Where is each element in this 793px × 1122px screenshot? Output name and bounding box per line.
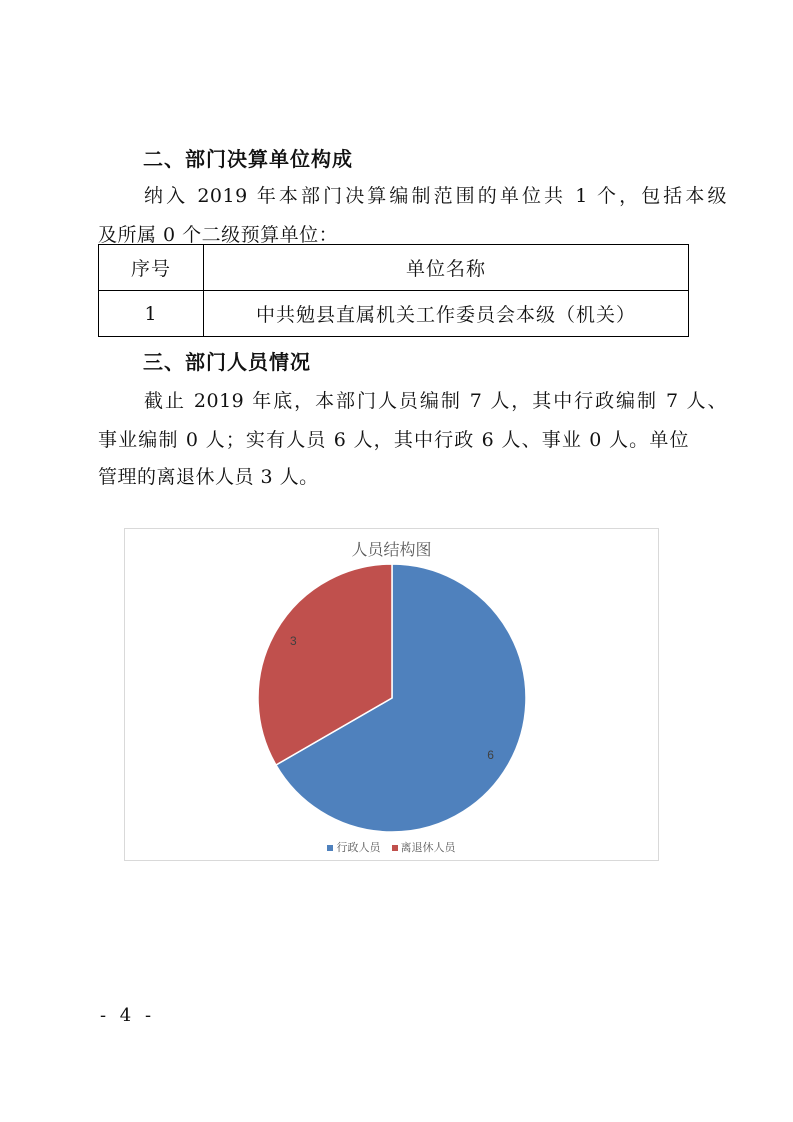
section3-paragraph-line2: 事业编制 0 人；实有人员 6 人，其中行政 6 人、事业 0 人。单位 <box>98 429 689 451</box>
data-label-admin: 6 <box>487 747 494 762</box>
legend-item-retired <box>392 839 456 855</box>
section3-paragraph-line1: 截止 2019 年底，本部门人员编制 7 人，其中行政编制 7 人、 <box>144 390 727 412</box>
chart-title: 人员结构图 <box>351 542 432 559</box>
legend-swatch-admin <box>327 845 333 851</box>
column-header-unit-name: 单位名称 <box>204 245 689 291</box>
section2-paragraph-line2: 及所属 0 个二级预算单位： <box>98 224 339 246</box>
cell-index: 1 <box>99 291 204 337</box>
pie-chart-canvas <box>125 529 658 860</box>
legend-label-retired: 离退休人员 <box>400 842 456 854</box>
section2-heading: 二、部门决算单位构成 <box>143 147 353 171</box>
section3-heading: 三、部门人员情况 <box>143 350 311 374</box>
section2-paragraph-line1: 纳入 2019 年本部门决算编制范围的单位共 1 个，包括本级 <box>144 185 727 207</box>
column-header-index: 序号 <box>99 245 204 291</box>
legend-swatch-retired <box>392 845 398 851</box>
units-table <box>98 244 689 337</box>
pie-chart <box>124 528 659 861</box>
legend-item-admin <box>327 839 380 855</box>
chart-legend <box>125 839 658 855</box>
legend-label-admin: 行政人员 <box>336 842 381 854</box>
cell-unit-name: 中共勉县直属机关工作委员会本级（机关） <box>204 291 689 337</box>
page-number: - 4 - <box>100 1005 156 1026</box>
table-header-row <box>99 245 689 291</box>
data-label-retired: 3 <box>290 634 297 649</box>
section3-paragraph-line3: 管理的离退休人员 3 人。 <box>98 466 319 488</box>
table-row <box>99 291 689 337</box>
